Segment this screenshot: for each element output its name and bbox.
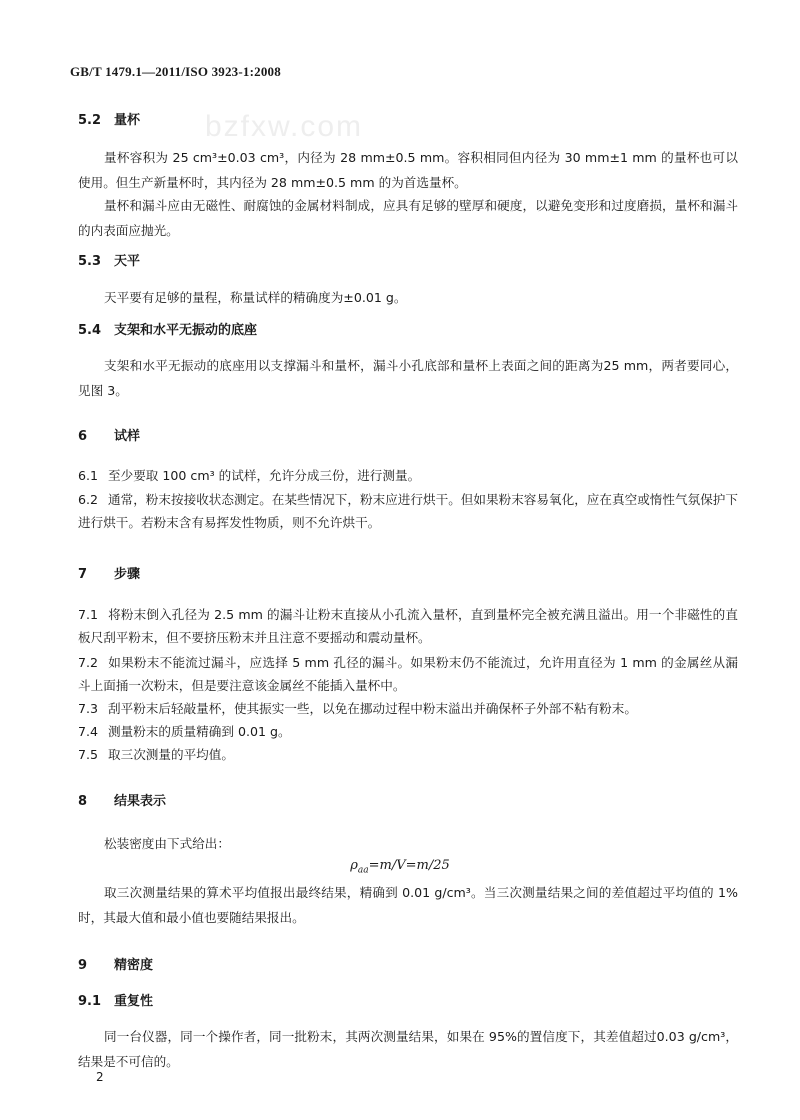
item-text: 测量粉末的质量精确到 0.01 g。 <box>108 724 291 739</box>
section-9-1-paragraph: 同一台仪器，同一个操作者，同一批粉末，其两次测量结果，如果在 95%的置信度下，其差值超过0.03 g/cm³，结果是不可信的。 <box>78 1029 738 1069</box>
list-item-7-4 <box>0 720 738 743</box>
section-8-intro: 松装密度由下式给出： <box>104 836 230 851</box>
section-title: 结果表示 <box>114 794 167 809</box>
section-5-2-heading <box>0 112 800 130</box>
item-number: 6.1 <box>78 468 99 483</box>
item-text: 刮平粉末后轻敲量杯，使其振实一些，以免在挪动过程中粉末溢出并确保杯子外部不粘有粉末。 <box>108 701 637 716</box>
formula-symbol: ρ <box>350 858 358 873</box>
section-9-heading <box>0 957 800 975</box>
section-number: 9 <box>78 958 88 973</box>
standard-header: GB/T 1479.1—2011/ISO 3923-1:2008 <box>70 64 281 79</box>
item-text: 至少要取 100 cm³ 的试样，允许分成三份，进行测量。 <box>108 468 421 483</box>
list-item-7-2 <box>0 651 738 697</box>
page-number: 2 <box>96 1070 104 1084</box>
section-title: 量杯 <box>114 113 141 128</box>
formula-subscript: aa <box>357 865 369 876</box>
section-8-paragraph: 取三次测量结果的算术平均值报出最终结果，精确到 0.01 g/cm³。当三次测量结果之间的差值超过平均值的 1%时，其最大值和最小值也要随结果报出。 <box>78 885 738 925</box>
section-number: 5.4 <box>78 323 102 338</box>
item-text: 如果粉末不能流过漏斗，应选择 5 mm 孔径的漏斗。如果粉末仍不能流过，允许用直径为 1 mm 的金属丝从漏斗上面捅一次粉末，但是要注意该金属丝不能插入量杯中。 <box>78 655 738 693</box>
item-number: 7.4 <box>78 724 99 739</box>
section-number: 7 <box>78 567 88 582</box>
formula-expression: =m/V=m/25 <box>368 858 450 873</box>
section-title: 试样 <box>114 429 141 444</box>
section-5-4-heading <box>0 322 800 340</box>
item-text: 将粉末倒入孔径为 2.5 mm 的漏斗让粉末直接从小孔流入量杯，直到量杯完全被充满且溢出。用一个非磁性的直板尺刮平粉末，但不要挤压粉末并且注意不要摇动和震动量杯。 <box>78 607 738 645</box>
list-item-6-2 <box>0 488 738 534</box>
section-number: 5.3 <box>78 254 102 269</box>
item-number: 7.2 <box>78 655 99 670</box>
section-5-3-paragraph: 天平要有足够的量程，称量试样的精确度为±0.01 g。 <box>104 290 407 305</box>
section-7-heading <box>0 566 800 584</box>
section-title: 精密度 <box>114 958 154 973</box>
section-title: 天平 <box>114 254 141 269</box>
section-number: 9.1 <box>78 994 102 1009</box>
section-5-4-paragraph: 支架和水平无振动的底座用以支撑漏斗和量杯，漏斗小孔底部和量杯上表面之间的距离为25 mm，两者要同心，见图 3。 <box>78 358 738 398</box>
section-5-2-paragraph-2: 量杯和漏斗应由无磁性、耐腐蚀的金属材料制成，应具有足够的壁厚和硬度，以避免变形和过度磨损，量杯和漏斗的内表面应抛光。 <box>78 198 738 238</box>
section-5-2-paragraph-1: 量杯容积为 25 cm³±0.03 cm³，内径为 28 mm±0.5 mm。容积相同但内径为 30 mm±1 mm 的量杯也可以使用。但生产新量杯时，其内径为 28 mm±0.5 mm 的为首选量杯。 <box>78 150 738 190</box>
section-9-1-heading <box>0 993 800 1011</box>
list-item-6-1 <box>0 464 738 487</box>
item-number: 7.1 <box>78 607 99 622</box>
item-text: 取三次测量的平均值。 <box>108 747 234 762</box>
item-number: 6.2 <box>78 492 99 507</box>
section-title: 支架和水平无振动的底座 <box>114 323 258 338</box>
list-item-7-1 <box>0 603 738 649</box>
density-formula <box>0 858 800 876</box>
item-number: 7.3 <box>78 701 99 716</box>
section-title: 重复性 <box>114 994 154 1009</box>
section-number: 6 <box>78 429 88 444</box>
section-6-heading <box>0 428 800 446</box>
list-item-7-3 <box>0 697 738 720</box>
section-number: 8 <box>78 794 88 809</box>
section-8-heading <box>0 793 800 811</box>
section-5-3-heading <box>0 253 800 271</box>
item-number: 7.5 <box>78 747 99 762</box>
item-text: 通常，粉末按接收状态测定。在某些情况下，粉末应进行烘干。但如果粉末容易氧化，应在真空或惰性气氛保护下进行烘干。若粉末含有易挥发性物质，则不允许烘干。 <box>78 492 738 530</box>
list-item-7-5 <box>0 743 738 766</box>
watermark: bzfxw.com <box>205 110 364 143</box>
section-number: 5.2 <box>78 113 102 128</box>
section-title: 步骤 <box>114 567 141 582</box>
